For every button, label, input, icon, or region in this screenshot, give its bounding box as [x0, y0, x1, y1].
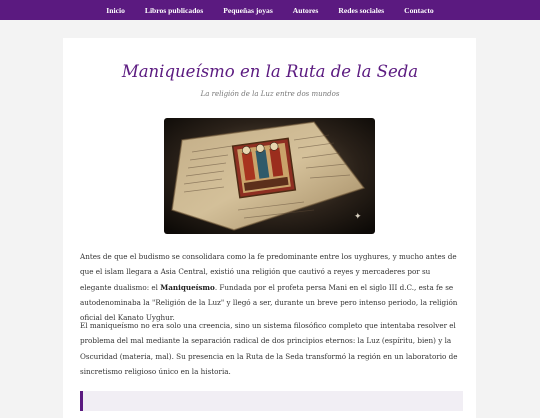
nav-link-redes-sociales[interactable]: Redes sociales: [338, 5, 385, 15]
nav-link-inicio[interactable]: Inicio: [106, 5, 125, 15]
top-navigation: [0, 0, 540, 20]
blockquote: [80, 391, 463, 411]
svg-text:✦: ✦: [354, 212, 362, 222]
nav-link-contacto[interactable]: Contacto: [404, 5, 434, 15]
intro-paragraph: [80, 249, 462, 325]
manuscript-image: [164, 118, 375, 234]
nav-link-pequenas-joyas[interactable]: Pequeñas joyas: [223, 5, 273, 15]
nav-link-autores[interactable]: Autores: [292, 5, 319, 15]
intro-text-end: . Fundada por el profeta persa Mani en el siglo III d.C., esta fe se autodenominaba la "Religión de la Luz" y llegó a ser, durante un breve pero intenso periodo, la religión oficial del Kanato Uyghur.: [80, 282, 458, 323]
intro-text-start: Antes de que el budismo se consolidara como la fe predominante entre los uyghures, y mucho antes de que el islam llegara a Asia Central, existió una religión que cautivó a reyes y mercaderes por su elegante dualismo: el: [80, 252, 457, 292]
article-subtitle: La religión de la Luz entre dos mundos: [200, 90, 340, 98]
second-paragraph: El maniqueísmo no era solo una creencia, sino un sistema filosófico completo que intentaba resolver el problema del mal mediante la separación radical de dos principios eternos: la Luz (espíritu, bien) y la Oscuridad (materia, mal). Su presencia en la Ruta de la Seda transformó la región en un laboratorio de sincretismo religioso único en la historia.: [80, 321, 458, 376]
nav-link-libros-publicados[interactable]: Libros publicados: [144, 5, 204, 15]
maniqueismo-term: Maniqueísmo: [160, 282, 215, 292]
article-title: Maniqueísmo en la Ruta de la Seda: [121, 62, 419, 81]
